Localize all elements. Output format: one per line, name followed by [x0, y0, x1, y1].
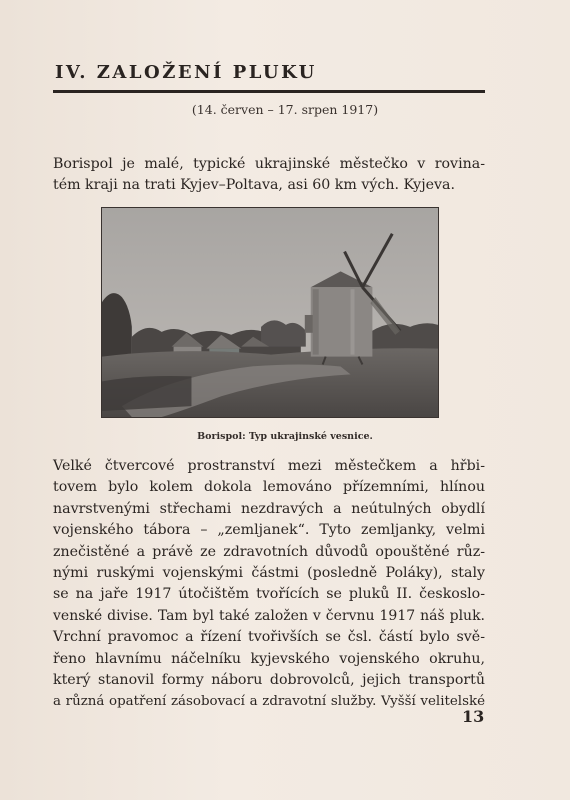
chapter-date-range: (14. červen – 17. srpen 1917): [191, 102, 379, 117]
text-line: se na jaře 1917 útočištěm tvořících se pluků II. českoslo-: [53, 586, 485, 603]
text-line: Borispol je malé, typické ukrajinské městečko v rovina-: [53, 156, 485, 172]
figure-caption: Borispol: Typ ukrajinské vesnice.: [197, 431, 373, 442]
text-line: venské divise. Tam byl také založen v červnu 1917 náš pluk.: [53, 607, 485, 624]
chapter-title: IV. ZALOŽENÍ PLUKU: [55, 62, 317, 83]
text-line: Vrchní pravomoc a řízení tvořivších se čsl. částí bylo svě-: [53, 629, 485, 646]
windmill-village-photo: [101, 207, 439, 418]
text-line: znečistěné a právě ze zdravotních důvodů opouštěné růz-: [53, 543, 485, 560]
page-number: 13: [462, 707, 485, 726]
text-line: tovem bylo kolem dokola lemováno přízemními, hlínou: [53, 479, 485, 496]
text-line: řeno hlavnímu náčelníku kyjevského vojenského okruhu,: [53, 650, 485, 667]
title-rule: [53, 90, 485, 93]
text-line: a různá opatření zásobovací a zdravotní služby. Vyšší velitelské: [53, 694, 485, 710]
text-line: který stanovil formy náboru dobrovolců, jejich transportů: [53, 672, 485, 689]
paragraph-main: [53, 456, 485, 713]
photo-illustration: [102, 208, 438, 417]
paragraph-intro: [53, 154, 485, 197]
text-line: Velké čtvercové prostranství mezi městečkem a hřbi-: [53, 458, 485, 474]
text-line: navrstvenými střechami nezdravých a neútulných obydlí: [53, 500, 485, 517]
text-line: tém kraji na trati Kyjev–Poltava, asi 60 km vých. Kyjeva.: [53, 177, 455, 194]
text-line: vojenského tábora – „zemljanek“. Tyto zemljanky, velmi: [53, 522, 485, 539]
text-line: nými ruskými vojenskými částmi (posledně Poláky), staly: [53, 565, 485, 582]
